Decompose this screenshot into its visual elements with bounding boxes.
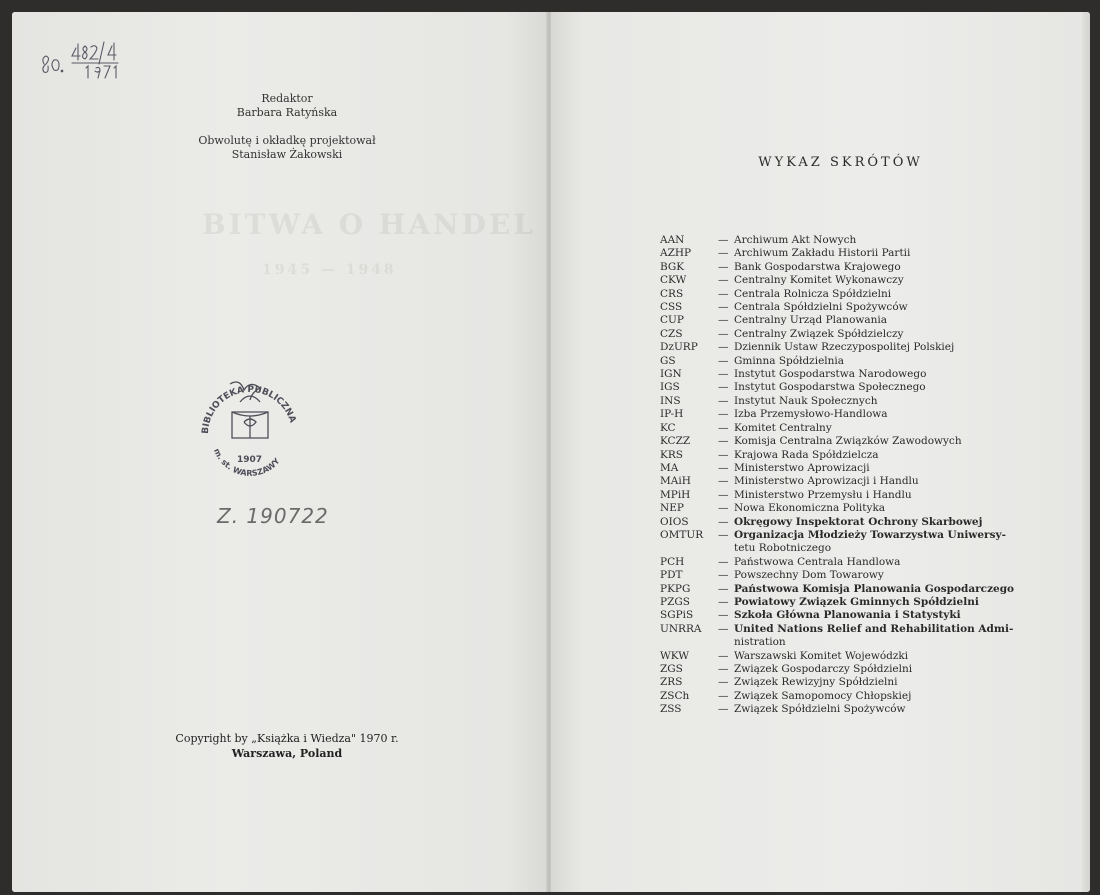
abbreviation-dash: — [718, 703, 729, 716]
abbreviation-description: Bank Gospodarstwa Krajowego [734, 260, 901, 273]
abbreviation-description: Dziennik Ustaw Rzeczypospolitej Polskiej [734, 341, 955, 354]
abbreviation-dash: — [718, 287, 729, 300]
page-edge [1082, 12, 1090, 892]
abbreviation-description: Centrala Spółdzielni Spożywców [734, 301, 908, 314]
abbreviation-description: Państwowa Centrala Handlowa [734, 555, 901, 568]
abbreviation-code: PDT [660, 569, 683, 582]
page-title: WYKAZ SKRÓTÓW [758, 155, 923, 170]
abbreviation-row [660, 234, 1030, 247]
abbreviation-code: CSS [660, 301, 683, 314]
abbreviation-description: Związek Samopomocy Chłopskiej [734, 689, 912, 702]
abbreviation-description: Centralny Urząd Planowania [734, 314, 888, 327]
right-page [551, 12, 1090, 892]
abbreviation-list [660, 234, 1030, 717]
abbreviation-row [660, 676, 1030, 689]
abbreviation-dash: — [718, 421, 729, 434]
inventory-number: Z. 190722 [217, 504, 329, 528]
abbreviation-code: ZSS [660, 703, 682, 716]
abbreviation-continuation: nistration [734, 636, 786, 649]
abbreviation-description: Centralny Związek Spółdzielczy [734, 327, 904, 340]
abbreviation-description: Krajowa Rada Spółdzielcza [734, 448, 879, 461]
abbreviation-code: IP-H [660, 408, 684, 421]
abbreviation-code: OMTUR [660, 528, 704, 541]
abbreviation-dash: — [718, 274, 729, 287]
abbreviation-description: Archiwum Akt Nowych [734, 234, 857, 246]
abbreviation-continuation: tetu Robotniczego [734, 542, 832, 555]
abbreviation-dash: — [718, 461, 729, 474]
svg-text:1907: 1907 [237, 455, 263, 465]
abbreviation-dash: — [718, 502, 729, 515]
abbreviation-row [660, 395, 1030, 408]
abbreviation-dash: — [718, 448, 729, 461]
abbreviation-dash: — [718, 354, 729, 367]
abbreviation-code: PZGS [660, 595, 690, 608]
abbreviation-row [660, 489, 1030, 502]
abbreviation-code: GS [660, 354, 676, 367]
abbreviation-code: ZSCh [660, 689, 690, 702]
abbreviation-description: Powszechny Dom Towarowy [734, 569, 884, 582]
editor-name: Barbara Ratyńska [236, 106, 338, 119]
abbreviation-code: KRS [660, 448, 683, 461]
abbreviation-row [660, 381, 1030, 394]
abbreviation-dash: — [718, 341, 729, 354]
abbreviation-code: MA [660, 461, 679, 474]
abbreviation-description: United Nations Relief and Rehabilitation Admi- [734, 622, 1014, 635]
abbreviation-description: Instytut Gospodarstwa Narodowego [734, 368, 927, 381]
abbreviation-code: MPiH [660, 488, 691, 501]
abbreviation-row [660, 475, 1030, 488]
abbreviation-description: Archiwum Zakładu Historii Partii [734, 247, 911, 260]
abbreviation-row [660, 328, 1030, 341]
abbreviation-row [660, 690, 1030, 703]
abbreviation-description: Centrala Rolnicza Spółdzielni [734, 287, 892, 300]
abbreviation-code: WKW [660, 649, 690, 662]
abbreviation-row [660, 247, 1030, 260]
abbreviation-dash: — [718, 663, 729, 675]
library-stamp [192, 372, 307, 492]
abbreviation-dash: — [718, 488, 729, 501]
abbreviation-description: Komisja Centralna Związków Zawodowych [734, 435, 962, 448]
abbreviation-row [660, 408, 1030, 421]
publication-place: Warszawa, Poland [231, 747, 343, 760]
abbreviation-row [660, 301, 1030, 314]
abbreviation-row [660, 609, 1030, 622]
abbreviation-row [660, 274, 1030, 287]
abbreviation-dash: — [718, 247, 729, 260]
abbreviation-description: Instytut Gospodarstwa Społecznego [734, 381, 926, 394]
abbreviation-description: Państwowa Komisja Planowania Gospodarczego [734, 582, 1015, 595]
abbreviation-dash: — [718, 394, 729, 407]
copyright-line: Copyright by „Książka i Wiedza" 1970 r. [175, 732, 399, 745]
abbreviation-code: SGPiS [660, 609, 694, 622]
abbreviation-row [660, 529, 1030, 542]
abbreviation-description: Nowa Ekonomiczna Polityka [734, 502, 886, 515]
show-through-subtitle: 1945 — 1948 [262, 262, 397, 278]
abbreviation-description: Okręgowy Inspektorat Ochrony Skarbowej [734, 515, 983, 528]
abbreviation-code: CZS [660, 327, 683, 340]
abbreviation-dash: — [718, 314, 729, 327]
abbreviation-code: CRS [660, 287, 684, 300]
abbreviation-row [660, 623, 1030, 636]
abbreviation-code: PCH [660, 555, 685, 568]
abbreviation-dash: — [718, 234, 729, 246]
abbreviation-dash: — [718, 368, 729, 381]
abbreviation-code: KCZZ [660, 435, 691, 448]
design-role: Obwolutę i okładkę projektował [198, 134, 376, 147]
credits-block [162, 92, 412, 162]
abbreviation-code: CKW [660, 274, 687, 287]
show-through-title: BITWA O HANDEL [202, 208, 536, 241]
editor-role: Redaktor [261, 92, 313, 105]
abbreviation-code: INS [660, 394, 681, 407]
left-page [12, 12, 548, 892]
abbreviation-row [660, 596, 1030, 609]
abbreviation-dash: — [718, 582, 729, 595]
handwritten-signature [38, 30, 148, 80]
abbreviation-dash: — [718, 622, 729, 635]
abbreviation-dash: — [718, 301, 729, 314]
abbreviation-description: Związek Gospodarczy Spółdzielni [734, 663, 913, 675]
abbreviation-dash: — [718, 435, 729, 448]
abbreviation-code: UNRRA [660, 622, 702, 635]
abbreviation-row [660, 516, 1030, 529]
abbreviation-description: Warszawski Komitet Wojewódzki [734, 649, 909, 662]
abbreviation-row [660, 449, 1030, 462]
abbreviation-code: IGS [660, 381, 680, 394]
abbreviation-description: Organizacja Młodzieży Towarzystwa Uniwersy- [734, 528, 1006, 541]
abbreviation-description: Centralny Komitet Wykonawczy [734, 274, 904, 287]
abbreviation-description: Ministerstwo Aprowizacji i Handlu [734, 475, 919, 488]
abbreviation-row [660, 341, 1030, 354]
abbreviation-description: Ministerstwo Aprowizacji [734, 461, 870, 474]
copyright-block [132, 731, 442, 761]
abbreviation-description: Gminna Spółdzielnia [734, 354, 845, 367]
abbreviation-description: Związek Spółdzielni Spożywców [734, 703, 906, 716]
abbreviation-dash: — [718, 569, 729, 582]
abbreviation-dash: — [718, 609, 729, 622]
abbreviation-dash: — [718, 327, 729, 340]
abbreviation-description: Komitet Centralny [734, 421, 832, 434]
abbreviation-dash: — [718, 528, 729, 541]
abbreviation-code: IGN [660, 368, 682, 381]
abbreviation-dash: — [718, 408, 729, 421]
abbreviation-code: DzURP [660, 341, 698, 354]
abbreviation-row [660, 569, 1030, 582]
abbreviation-dash: — [718, 689, 729, 702]
abbreviation-row [660, 355, 1030, 368]
abbreviation-dash: — [718, 260, 729, 273]
abbreviation-code: AAN [660, 234, 685, 246]
abbreviation-code: AZHP [660, 247, 692, 260]
abbreviation-code: MAiH [660, 475, 691, 488]
abbreviation-dash: — [718, 381, 729, 394]
abbreviation-row [660, 502, 1030, 515]
abbreviation-code: KC [660, 421, 676, 434]
abbreviation-code: ZRS [660, 676, 683, 689]
book-spread [12, 12, 1090, 892]
abbreviation-row [660, 663, 1030, 676]
abbreviation-row [660, 462, 1030, 475]
abbreviation-description: Szkoła Główna Planowania i Statystyki [734, 609, 961, 622]
abbreviation-dash: — [718, 649, 729, 662]
svg-text:m. st. WARSZAWY: m. st. WARSZAWY [211, 447, 282, 478]
abbreviation-row [660, 556, 1030, 569]
abbreviation-description: Instytut Nauk Społecznych [734, 394, 878, 407]
abbreviation-row [660, 368, 1030, 381]
abbreviation-row [660, 422, 1030, 435]
abbreviation-code: PKPG [660, 582, 691, 595]
abbreviation-row [660, 583, 1030, 596]
abbreviation-code: BGK [660, 260, 685, 273]
abbreviation-row [660, 435, 1030, 448]
abbreviation-description: Powiatowy Związek Gminnych Spółdzielni [734, 595, 979, 608]
abbreviation-description: Izba Przemysłowo-Handlowa [734, 408, 888, 421]
abbreviation-code: ZGS [660, 663, 683, 675]
abbreviation-dash: — [718, 555, 729, 568]
abbreviation-dash: — [718, 595, 729, 608]
abbreviation-row [660, 703, 1030, 716]
abbreviation-description: Ministerstwo Przemysłu i Handlu [734, 488, 912, 501]
abbreviation-row [660, 261, 1030, 274]
abbreviation-dash: — [718, 515, 729, 528]
abbreviation-row [660, 314, 1030, 327]
abbreviation-dash: — [718, 676, 729, 689]
abbreviation-code: OIOS [660, 515, 689, 528]
abbreviation-dash: — [718, 475, 729, 488]
abbreviation-code: CUP [660, 314, 684, 327]
abbreviation-row [660, 288, 1030, 301]
abbreviation-row [660, 650, 1030, 663]
design-name: Stanisław Żakowski [231, 148, 343, 161]
abbreviation-code: NEP [660, 502, 684, 515]
svg-text:BIBLIOTEKA PUBLICZNA: BIBLIOTEKA PUBLICZNA [200, 384, 298, 435]
abbreviation-description: Związek Rewizyjny Spółdzielni [734, 676, 898, 689]
